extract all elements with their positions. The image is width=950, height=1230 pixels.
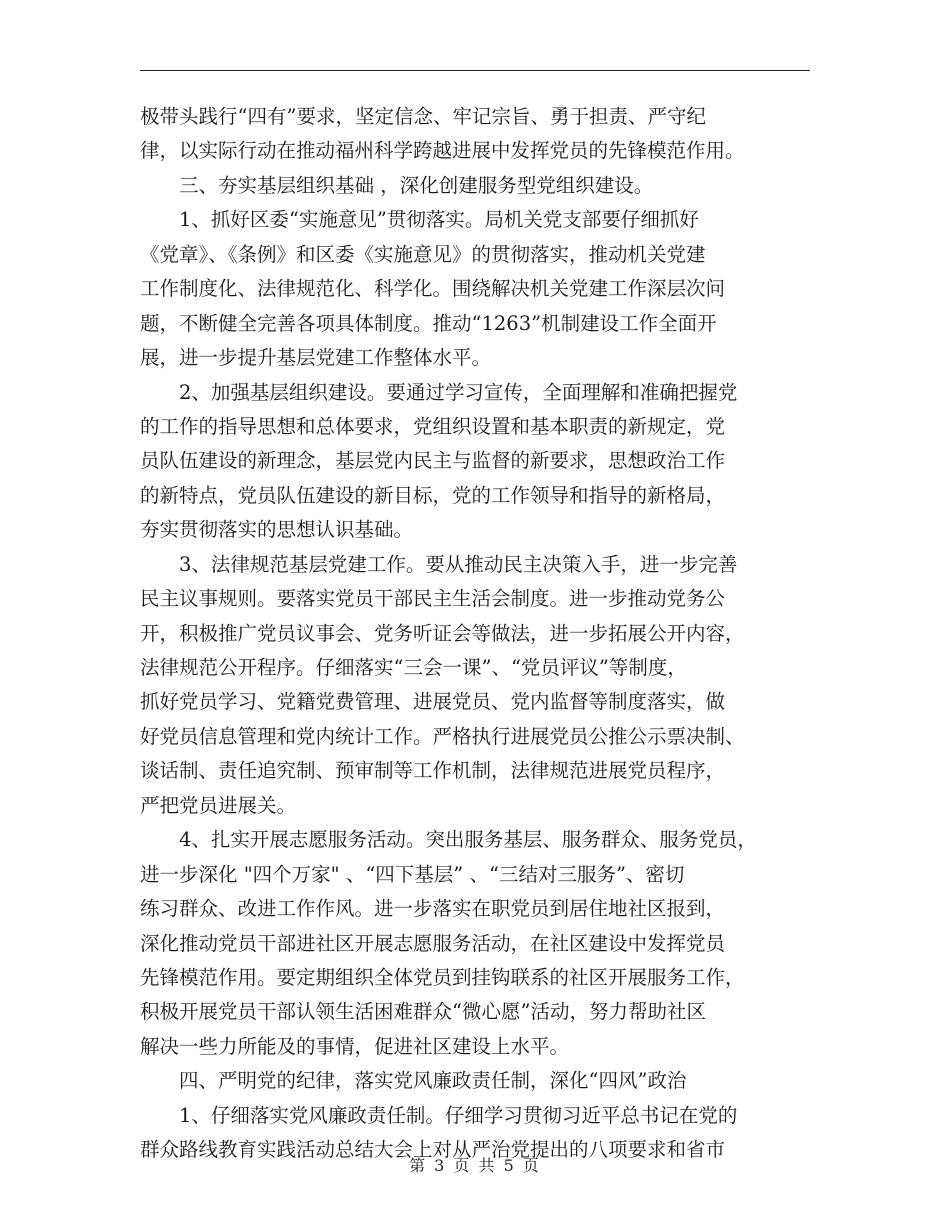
text-line: 进一步深化 "四个万家" 、“四下基层” 、“三结对三服务”、密切 [140,862,685,886]
header-rule [140,70,810,71]
text-line: 抓好党员学习、党籍党费管理、进展党员、党内监督等制度落实，做 [140,690,726,714]
text-line: 练习群众、改进工作作风。进一步落实在职党员到居住地社区报到， [140,897,726,921]
page-number-footer: 第 3 页 共 5 页 [409,1156,541,1175]
text-line: 1、仔细落实党风廉政责任制。仔细学习贯彻习近平总书记在党的 [179,1103,738,1127]
text-line: 夯实贯彻落实的思想认识基础。 [140,518,414,542]
body-text [140,100,810,1168]
section-heading: 四、严明党的纪律，落实党风廉政责任制，深化“四风”政治 [179,1069,687,1093]
text-line: 深化推动党员干部进社区开展志愿服务活动，在社区建设中发挥党员 [140,931,726,955]
text-line: 2、加强基层组织建设。要通过学习宣传，全面理解和准确把握党 [179,380,738,404]
text-line: 法律规范公开程序。仔细落实“三会一课”、“党员评议”等制度， [140,656,687,679]
text-line: 员队伍建设的新理念，基层党内民主与监督的新要求，思想政治工作 [140,449,726,473]
text-line: 展，进一步提升基层党建工作整体水平。 [140,346,492,370]
section-heading: 三、夯实基层组织基础 ，深化创建服务型党组织建设。 [179,173,654,197]
text-line: 先锋模范作用。要定期组织全体党员到挂钩联系的社区开展服务工作， [140,965,745,989]
text-line: 严把党员进展关。 [140,793,297,817]
text-line: 解决一些力所能及的事情，促进社区建设上水平。 [140,1034,570,1058]
text-line: 民主议事规则。要落实党员干部民主生活会制度。进一步推动党务公 [140,587,726,611]
text-line: 好党员信息管理和党内统计工作。严格执行进展党员公推公示票决制、 [140,724,745,748]
text-line: 3、法律规范基层党建工作。要从推动民主决策入手，进一步完善 [179,552,738,576]
text-line: 的工作的指导思想和总体要求，党组织设置和基本职责的新规定，党 [140,414,726,438]
text-line: 题，不断健全完善各项具体制度。推动“1263”机制建设工作全面开 [140,311,717,335]
text-line: 谈话制、责任追究制、预审制等工作机制，法律规范进展党员程序， [140,759,726,783]
text-line: 1、抓好区委“实施意见”贯彻落实。局机关党支部要仔细抓好 [179,208,699,232]
text-line: 的新特点，党员队伍建设的新目标，党的工作领导和指导的新格局， [140,483,726,507]
text-line: 工作制度化、法律规范化、科学化。围绕解决机关党建工作深层次问 [140,277,726,301]
text-line: 《党章》、《条例》和区委《实施意见》的贯彻落实，推动机关党建 [140,242,706,266]
text-line: 开，积极推广党员议事会、党务听证会等做法，进一步拓展公开内容， [140,621,745,645]
text-line: 极带头践行“四有”要求，坚定信念、牢记宗旨、勇于担责、严守纪 [140,105,706,128]
text-line: 律，以实际行动在推动福州科学跨越进展中发挥党员的先锋模范作用。 [140,139,745,163]
text-line: 群众路线教育实践活动总结大会上对从严治党提出的八项要求和省市 [140,1138,726,1162]
text-line: 积极开展党员干部认领生活困难群众“微心愿”活动，努力帮助社区 [140,1000,706,1024]
text-line: 4、扎实开展志愿服务活动。突出服务基层、服务群众、服务党员， [179,828,757,852]
